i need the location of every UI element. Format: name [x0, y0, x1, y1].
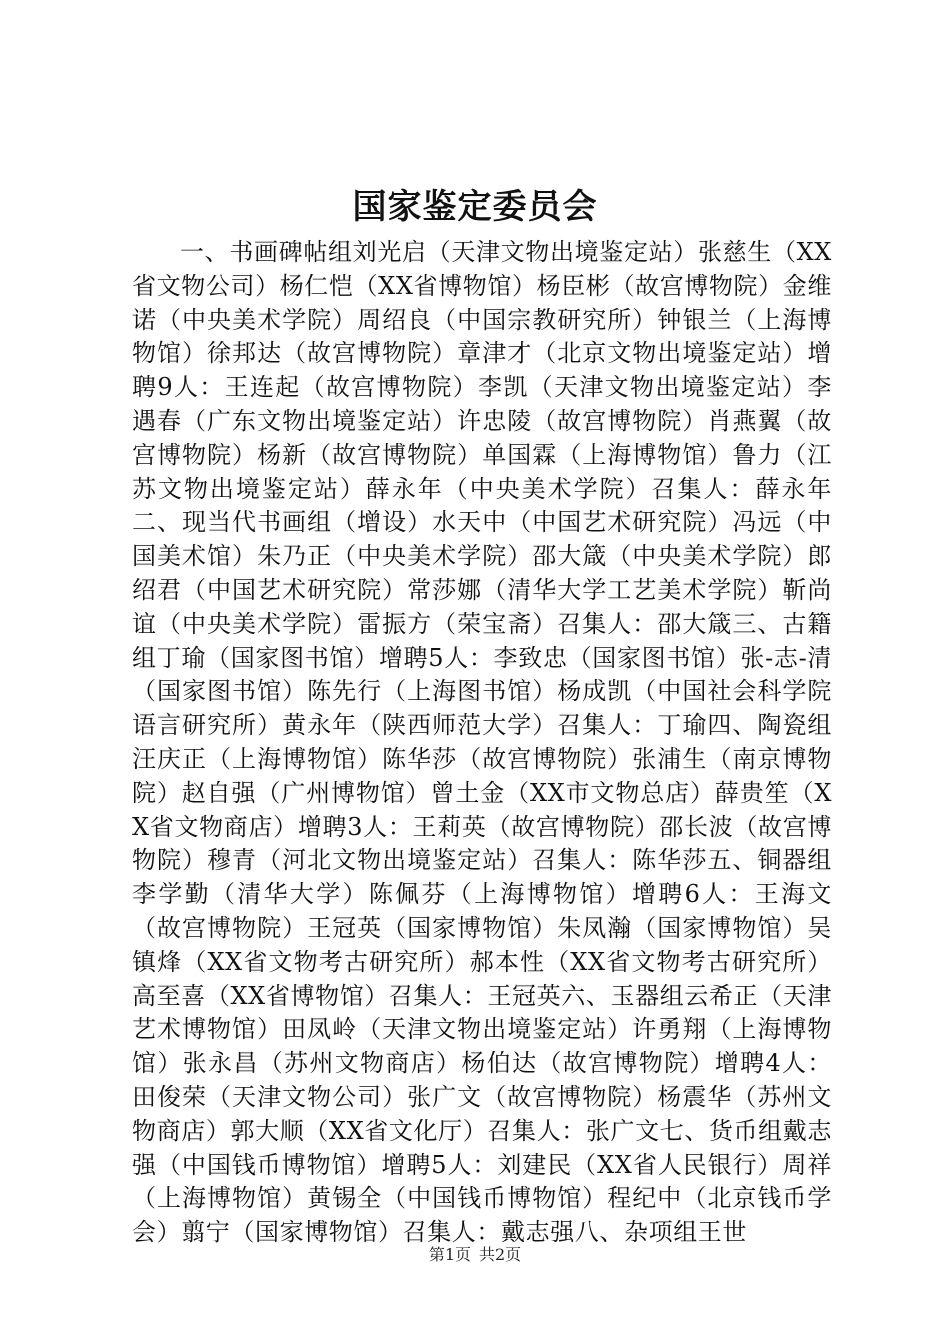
document-title: 国家鉴定委员会: [352, 187, 598, 227]
page-total: 共2页: [479, 1245, 522, 1264]
page-number: 第1页: [428, 1245, 471, 1264]
document-body-paragraph: 一、书画碑帖组刘光启（天津文物出境鉴定站）张慈生（XX省文物公司）杨仁恺（XX省博物馆）杨臣彬（故宫博物院）金维诺（中央美术学院）周绍良（中国宗教研究所）钟银兰（上海博物馆）徐邦达（故宫博物院）章津才（北京文物出境鉴定站）增聘9人：王连起（故宫博物院）李凯（天津文物出境鉴定站）李遇春（广东文物出境鉴定站）许忠陵（故宫博物院）肖燕翼（故宫博物院）杨新（故宫博物院）单国霖（上海博物馆）鲁力（江苏文物出境鉴定站）薛永年（中央美术学院）召集人：薛永年二、现当代书画组（增设）水天中（中国艺术研究院）冯远（中国美术馆）朱乃正（中央美术学院）邵大箴（中央美术学院）郎绍君（中国艺术研究院）常莎娜（清华大学工艺美术学院）靳尚谊（中央美术学院）雷振方（荣宝斋）召集人：邵大箴三、古籍组丁瑜（国家图书馆）增聘5人：李致忠（国家图书馆）张-志-清（国家图书馆）陈先行（上海图书馆）杨成凯（中国社会科学院语言研究所）黄永年（陕西师范大学）召集人：丁瑜四、陶瓷组汪庆正（上海博物馆）陈华莎（故宫博物院）张浦生（南京博物院）赵自强（广州博物馆）曾土金（XX市文物总店）薛贵笙（XX省文物商店）增聘3人：王莉英（故宫博物院）邵长波（故宫博物院）穆青（河北文物出境鉴定站）召集人：陈华莎五、铜器组李学勤（清华大学）陈佩芬（上海博物馆）增聘6人：王海文（故宫博物院）王冠英（国家博物馆）朱凤瀚（国家博物馆）吴镇烽（XX省文物考古研究所）郝本性（XX省文物考古研究所）高至喜（XX省博物馆）召集人：王冠英六、玉器组云希正（天津艺术博物馆）田凤岭（天津文物出境鉴定站）许勇翔（上海博物馆）张永昌（苏州文物商店）杨伯达（故宫博物院）增聘4人：田俊荣（天津文物公司）张广文（故宫博物院）杨震华（苏州文物商店）郭大顺（XX省文化厅）召集人：张广文七、货币组戴志强（中国钱币博物馆）增聘5人：刘建民（XX省人民银行）周祥（上海博物馆）黄锡全（中国钱币博物馆）程纪中（北京钱币学会）翦宁（国家博物馆）召集人：戴志强八、杂项组王世: [132, 238, 832, 1247]
page-footer: [0, 1244, 950, 1266]
